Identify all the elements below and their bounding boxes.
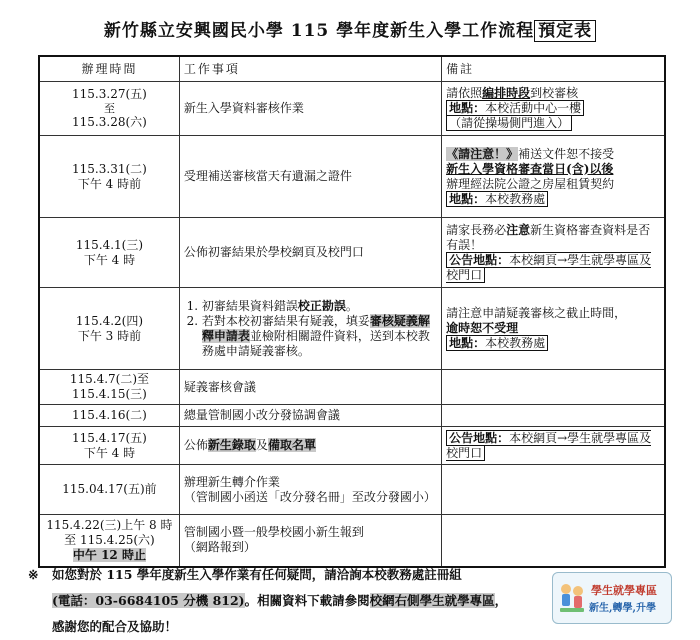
time-line: 115.4.15(三): [72, 387, 147, 401]
footer-line: (電話：03-6684105 分機 812)。相關資料下載請參閱校網右側學生就學專區，: [52, 593, 508, 608]
student-zone-banner[interactable]: [552, 572, 672, 624]
table-header-row: [39, 56, 665, 82]
task-cell: 管制國小暨一般學校國小新生報到 （網路報到）: [179, 515, 441, 567]
note-location-label: 公告地點：: [449, 430, 510, 445]
list-item: 2. 若對本校初審結果有疑義，填妥審核疑義解釋申請表並檢附相關證件資料，送到本校教務處申請疑義審核。: [202, 314, 437, 359]
note-cell: [442, 370, 665, 405]
time-line: 下午 4 時前: [77, 176, 142, 191]
time-cell: 115.04.17(五)前: [39, 465, 179, 515]
header-note: 備註: [442, 56, 665, 82]
time-line: 下午 3 時前: [77, 328, 142, 343]
table-row: [39, 515, 665, 567]
time-line: 115.3.31(二): [72, 161, 147, 176]
time-cell: 115.4.16(二): [39, 405, 179, 427]
time-line: 下午 4 時: [83, 445, 136, 460]
note-emphasis: 新生入學資格審查當日(含)以後: [446, 161, 614, 176]
header-time: 辦理時間: [39, 56, 179, 82]
note-location: 本校教務處: [485, 191, 546, 206]
task-cell: [179, 288, 441, 370]
time-line: 115.4.2(四): [75, 313, 144, 328]
table-row: [39, 218, 665, 288]
title-main: 新竹縣立安興國民小學 115 學年度新生入學工作流程: [103, 21, 535, 41]
note-cell: [442, 427, 665, 465]
note-text: 辦理經法院公證之房屋租賃契約: [446, 176, 615, 191]
task-cell: 新生入學資料審核作業: [179, 82, 441, 136]
table-row: [39, 82, 665, 136]
time-cell: [39, 427, 179, 465]
header-task: 工作事項: [179, 56, 441, 82]
note-text: 新生資格審查資料是否有誤！: [446, 222, 651, 252]
note-text: （請從操場側門進入）: [446, 115, 572, 131]
note-location: 本校教務處: [485, 336, 546, 350]
table-row: [39, 370, 665, 405]
time-line: 中午 12 時止: [72, 547, 146, 562]
time-line: 至 115.4.25(六): [64, 532, 155, 547]
note-cell: [442, 136, 665, 218]
note-location-label: 地點：: [449, 191, 486, 206]
table-row: [39, 288, 665, 370]
footer-notice: [30, 562, 540, 640]
task-cell: 總量管制國小改分發協調會議: [179, 405, 441, 427]
time-cell: [39, 136, 179, 218]
time-cell: [39, 370, 179, 405]
note-cell: [442, 465, 665, 515]
schedule-table: [38, 55, 666, 568]
note-emphasis: 注意: [506, 222, 531, 237]
note-location-label: 公告地點：: [449, 252, 510, 267]
time-line: 下午 4 時: [83, 252, 136, 267]
time-line: 115.4.1(三): [75, 237, 144, 252]
children-icon: [557, 581, 587, 615]
time-cell: [39, 82, 179, 136]
table-row: [39, 405, 665, 427]
note-location: 本校網頁→學生就學專區及校門口: [446, 430, 652, 460]
time-line: 115.3.28(六): [72, 115, 147, 130]
task-cell: 公佈新生錄取及備取名單: [179, 427, 441, 465]
task-cell: 辦理新生轉介作業 （管制國小函送「改分發名冊」至改分發國小）: [179, 465, 441, 515]
task-cell: 受理補送審核當天有遺漏之證件: [179, 136, 441, 218]
note-location: 本校網頁→學生就學專區及校門口: [446, 252, 652, 282]
table-row: [39, 136, 665, 218]
table-row: [39, 427, 665, 465]
footer-line: 感謝您的配合及協助！: [52, 619, 178, 634]
note-text: 補送文件恕不接受: [518, 146, 615, 161]
note-emphasis: 逾時恕不受理: [446, 321, 519, 335]
time-cell: [39, 218, 179, 288]
note-emphasis: 編排時段: [482, 86, 531, 100]
note-cell: [442, 218, 665, 288]
list-item: 1. 初審結果資料錯誤校正勘誤。: [202, 299, 437, 314]
note-cell: [442, 82, 665, 136]
note-mark: ※: [28, 567, 39, 582]
note-text: 請家長務必: [446, 222, 507, 237]
time-line: 115.3.27(五): [72, 86, 147, 101]
banner-subtitle: 新生,轉學,升學: [589, 603, 656, 614]
note-cell: [442, 515, 665, 567]
time-line: 至: [103, 101, 115, 115]
note-text: 請注意申請疑義審核之截止時間，: [446, 306, 627, 320]
task-cell: 公佈初審結果於學校網頁及校門口: [179, 218, 441, 288]
time-line: 115.4.22(三)上午 8 時: [46, 517, 173, 532]
note-location-label: 地點：: [449, 336, 486, 350]
time-cell: [39, 288, 179, 370]
footer-line: 如您對於 115 學年度新生入學作業有任何疑問，請洽詢本校教務處註冊組: [52, 567, 462, 582]
note-cell: [442, 288, 665, 370]
task-cell: 疑義審核會議: [179, 370, 441, 405]
table-row: [39, 465, 665, 515]
page-title: [0, 16, 700, 41]
note-cell: [442, 405, 665, 427]
note-location-label: 地點：: [449, 101, 486, 115]
note-text: 請依照: [446, 86, 483, 100]
note-location: 本校活動中心一樓: [485, 101, 582, 115]
time-cell: [39, 515, 179, 567]
note-text: 到校審核: [530, 86, 579, 100]
banner-title: 學生就學專區: [591, 584, 657, 597]
time-line: 115.4.17(五): [72, 430, 147, 445]
title-boxed: 預定表: [534, 20, 596, 42]
time-line: 115.4.7(二)至: [69, 372, 150, 386]
note-warning: 《請注意！》: [446, 146, 519, 161]
